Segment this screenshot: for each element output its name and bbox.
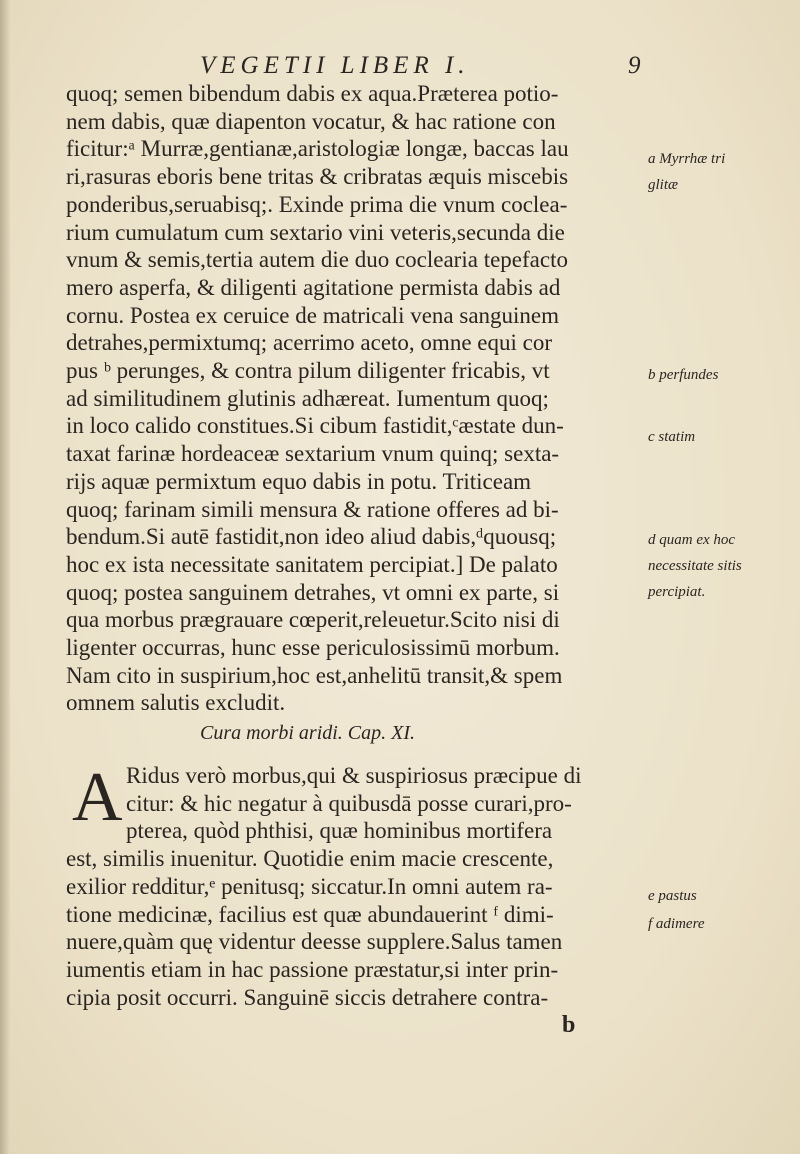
text-line: rium cumulatum cum sextario vini veteris,secunda die: [66, 219, 565, 245]
text-line: quoq; postea sanguinem detrahes, vt omni ex parte, si: [66, 579, 560, 605]
margin-note: necessitate sitis: [648, 558, 742, 574]
margin-note: c statim: [648, 429, 696, 445]
text-line: pterea, quòd phthisi, quæ hominibus mortifera: [126, 818, 553, 844]
text-line: iumentis etiam in hac passione præstatur,si inter prin-: [66, 956, 559, 982]
text-line: qua morbus prægrauare cœperit,releuetur.Scito nisi di: [66, 607, 560, 633]
text-line: quoq; semen bibendum dabis ex aqua.Præterea potio-: [66, 81, 559, 106]
text-line: ri,rasuras eboris bene tritas & cribratas æquis miscebis: [66, 164, 569, 190]
signature-mark: b: [562, 1012, 576, 1038]
text-line: citur: & hic negatur à quibusdā posse curari,pro-: [126, 790, 572, 816]
text-line: tione medicinæ, facilius est quæ abundauerint ᶠ dimi-: [66, 901, 554, 927]
text-line: ficitur:ᵃ Murræ,gentianæ,aristologiæ longæ, baccas lau: [66, 136, 569, 162]
text-line: nuere,quàm quę videntur deesse supplere.Salus tamen: [66, 929, 563, 955]
text-line: Ridus verò morbus,qui & suspiriosus præcipue di: [126, 763, 582, 788]
text-line: cornu. Postea ex ceruice de matricali vena sanguinem: [66, 302, 560, 328]
margin-note: f adimere: [648, 916, 705, 932]
text-line: Nam cito in suspirium,hoc est,anhelitū transit,& spem: [66, 662, 563, 688]
text-line: exilior redditur,ᵉ penitusq; siccatur.In omni autem ra-: [66, 873, 553, 899]
text-block-chapter-x: [66, 80, 646, 717]
text-line: ligenter occurras, hunc esse periculosissimū morbum.: [66, 635, 560, 661]
margin-note: e pastus: [648, 888, 697, 904]
margin-note: b perfundes: [648, 367, 719, 383]
page-binding-edge: [0, 0, 10, 1154]
margin-note: a Myrrhæ tri: [648, 151, 726, 167]
text-line: ad similitudinem glutinis adhæreat. Iumentum quoq;: [66, 385, 549, 411]
text-line: vnum & semis,tertia autem die duo coclearia tepefacto: [66, 247, 568, 273]
text-line: ponderibus,seruabisq;. Exinde prima die vnum coclea-: [66, 191, 568, 217]
text-block-chapter-xi: [66, 759, 646, 1011]
text-line: nem dabis, quæ diapenton vocatur, & hac ratione con: [66, 108, 556, 134]
drop-cap-letter: A: [72, 759, 123, 836]
margin-note: percipiat.: [648, 584, 706, 600]
text-line: rijs aquæ permixtum equo dabis in potu. Triticeam: [66, 468, 532, 494]
page-number: 9: [628, 52, 641, 79]
text-line: in loco calido constitues.Si cibum fastidit,ᶜæstate dun-: [66, 413, 564, 439]
chapter-heading: Cura morbi aridi. Cap. XI.: [200, 722, 416, 744]
text-line: taxat farinæ hordeaceæ sextarium vnum quinq; sexta-: [66, 441, 560, 467]
margin-note: glitæ: [648, 177, 679, 193]
text-line: cipia posit occurri. Sanguinē siccis detrahere contra-: [66, 984, 549, 1010]
text-line: mero asperfa, & diligenti agitatione permista dabis ad: [66, 274, 561, 300]
text-line: omnem salutis excludit.: [66, 690, 286, 716]
text-line: est, similis inuenitur. Quotidie enim macie crescente,: [66, 846, 554, 872]
text-line: bendum.Si autē fastidit,non ideo aliud dabis,ᵈquousq;: [66, 524, 557, 550]
text-line: quoq; farinam simili mensura & ratione offeres ad bi-: [66, 496, 559, 522]
running-head: VEGETII LIBER I.: [200, 52, 470, 79]
text-line: hoc ex ista necessitate sanitatem percipiat.] De palato: [66, 551, 558, 577]
margin-note: d quam ex hoc: [648, 532, 736, 548]
text-line: pus ᵇ perunges, & contra pilum diligenter fricabis, vt: [66, 358, 550, 384]
text-line: detrahes,permixtumq; acerrimo aceto, omne equi cor: [66, 330, 552, 356]
